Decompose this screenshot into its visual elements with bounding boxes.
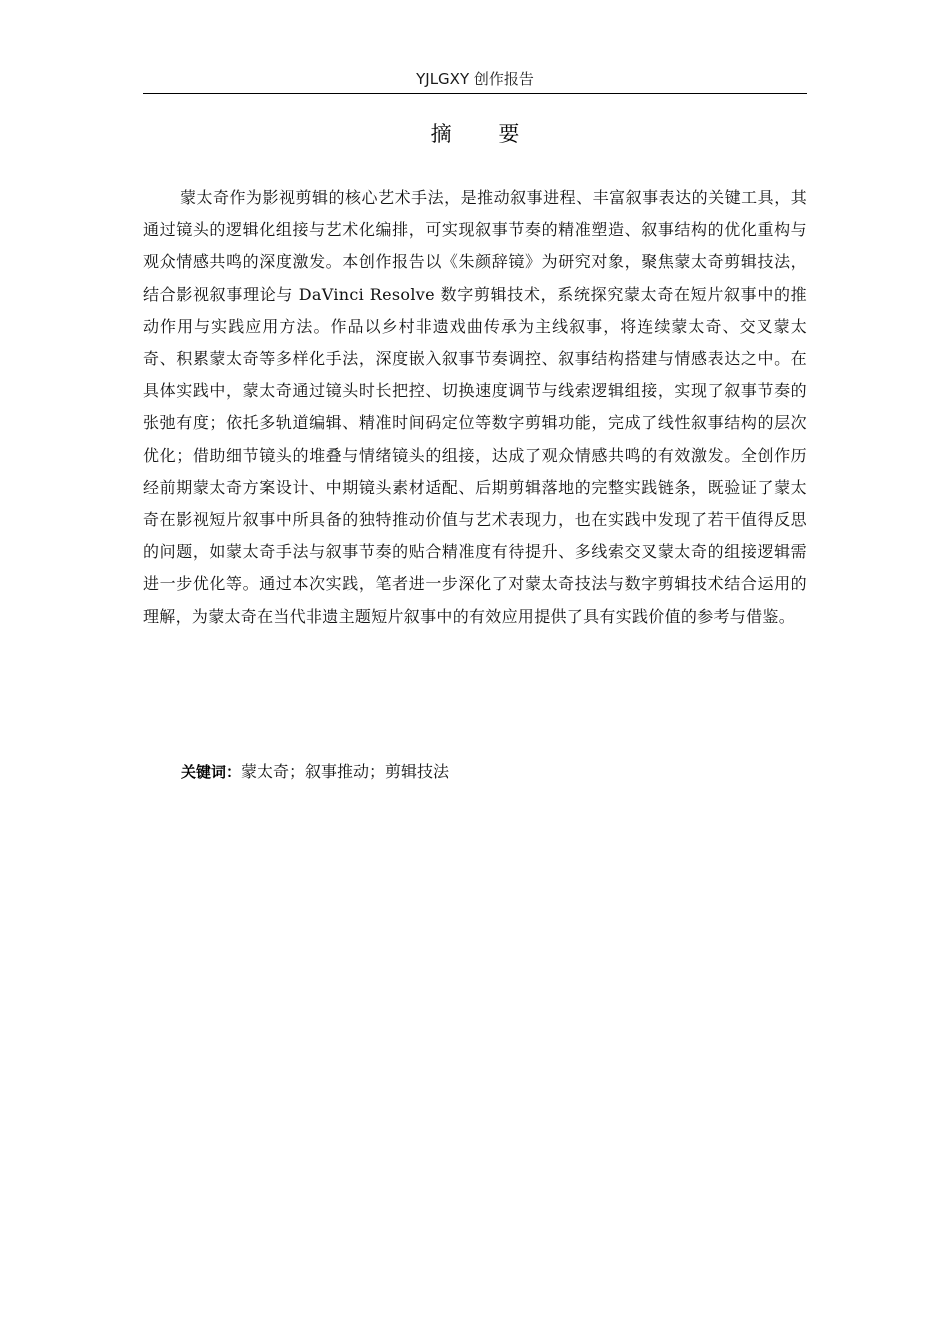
running-header: YJLGXY 创作报告 — [416, 70, 534, 88]
keywords-values: 蒙太奇；叙事推动；剪辑技法 — [241, 762, 450, 781]
abstract-title: 摘 要 — [430, 122, 540, 146]
abstract-paragraph: 蒙太奇作为影视剪辑的核心艺术手法，是推动叙事进程、丰富叙事表达的关键工具，其通过镜头的逻辑化组接与艺术化编排，可实现叙事节奏的精准塑造、叙事结构的优化重构与观众情感共鸣的深度激发。本创作报告以《朱颜辞镜》为研究对象，聚焦蒙太奇剪辑技法，结合影视叙事理论与 DaVinci Resolve 数字剪辑技术，系统探究蒙太奇在短片叙事中的推动作用与实践应用方法。作品以乡村非遗戏曲传承为主线叙事，将连续蒙太奇、交叉蒙太奇、积累蒙太奇等多样化手法，深度嵌入叙事节奏调控、叙事结构搭建与情感表达之中。在具体实践中，蒙太奇通过镜头时长把控、切换速度调节与线索逻辑组接，实现了叙事节奏的张弛有度；依托多轨道编辑、精准时间码定位等数字剪辑功能，完成了线性叙事结构的层次优化；借助细节镜头的堆叠与情绪镜头的组接，达成了观众情感共鸣的有效激发。全创作历经前期蒙太奇方案设计、中期镜头素材适配、后期剪辑落地的完整实践链条，既验证了蒙太奇在影视短片叙事中所具备的独特推动价值与艺术表现力，也在实践中发现了若干值得反思的问题，如蒙太奇手法与叙事节奏的贴合精准度有待提升、多线索交叉蒙太奇的组接逻辑需进一步优化等。通过本次实践，笔者进一步深化了对蒙太奇技法与数字剪辑技术结合运用的理解，为蒙太奇在当代非遗主题短片叙事中的有效应用提供了具有实践价值的参考与借鉴。 — [143, 188, 807, 626]
keywords-label: 关键词： — [181, 763, 242, 781]
header-rule — [143, 93, 807, 94]
keywords-line — [181, 756, 801, 788]
